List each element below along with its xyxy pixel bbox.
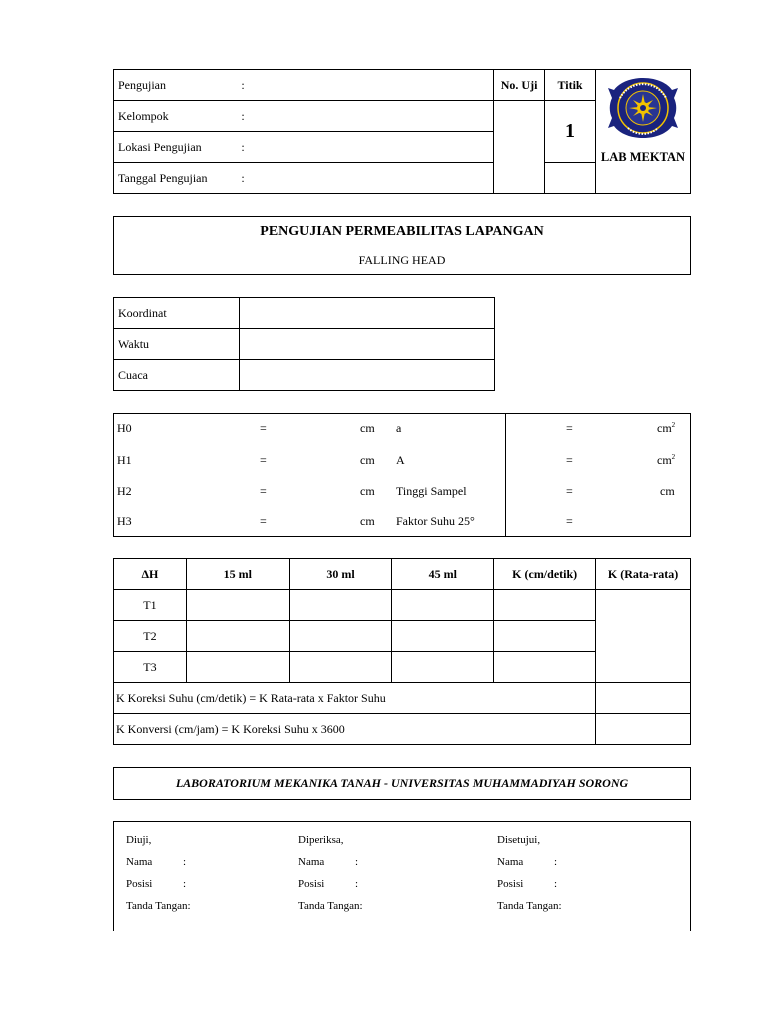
info-label-koordinat: Koordinat [114, 298, 240, 329]
param-h3-unit: cm [360, 514, 375, 528]
no-uji-label: No. Uji [494, 70, 545, 101]
col-header-15ml: 15 ml [186, 559, 289, 590]
signature-posisi-colon: : [183, 878, 187, 890]
header-label-lokasi: Lokasi Pengujian [114, 132, 238, 163]
info-label-cuaca: Cuaca [114, 360, 240, 391]
cell-k-average[interactable] [596, 590, 691, 683]
param-tinggi-unit: cm [660, 484, 675, 498]
signature-posisi-colon: : [355, 878, 359, 890]
param-area-eq: = [566, 453, 573, 467]
param-h2-unit: cm [360, 484, 375, 498]
param-area-unit-sup: 2 [671, 453, 676, 461]
cell-t1-15ml[interactable] [186, 590, 289, 621]
page-subtitle: FALLING HEAD [358, 253, 446, 267]
cell-konversi-value[interactable] [596, 714, 691, 745]
signature-posisi-label: Posisi [126, 878, 153, 890]
header-value-pengujian[interactable]: : [237, 70, 493, 101]
info-label-waktu: Waktu [114, 329, 240, 360]
signature-tanda-label: Tanda Tangan: [126, 900, 191, 912]
titik-blank-cell[interactable] [545, 163, 596, 194]
cell-t2-k[interactable] [494, 621, 596, 652]
col-header-30ml: 30 ml [289, 559, 392, 590]
param-h3-name: H3 [117, 514, 132, 528]
param-a-unit-wrap [657, 421, 675, 437]
signature-tanda-label: Tanda Tangan: [497, 900, 562, 912]
logo-cell [596, 70, 691, 194]
param-h0-name: H0 [117, 421, 132, 435]
param-h1-eq: = [260, 453, 267, 467]
no-uji-value[interactable] [494, 101, 545, 194]
titik-label: Titik [545, 70, 596, 101]
header-value-kelompok[interactable]: : [237, 101, 493, 132]
col-header-45ml: 45 ml [392, 559, 494, 590]
header-label-kelompok: Kelompok [114, 101, 238, 132]
row-label-t2: T2 [114, 621, 187, 652]
formula-konversi: K Konversi (cm/jam) = K Koreksi Suhu x 3600 [114, 714, 596, 745]
signature-title: Diperiksa, [298, 834, 344, 846]
signature-tanda-label: Tanda Tangan: [298, 900, 363, 912]
lab-footer: LABORATORIUM MEKANIKA TANAH - UNIVERSITAS MUHAMMADIYAH SORONG [113, 767, 691, 800]
cell-t3-30ml[interactable] [289, 652, 392, 683]
header-label-tanggal: Tanggal Pengujian [114, 163, 238, 194]
cell-t1-30ml[interactable] [289, 590, 392, 621]
info-value-koordinat[interactable] [240, 298, 495, 329]
param-h2-eq: = [260, 484, 267, 498]
header-table [113, 69, 691, 194]
info-value-cuaca[interactable] [240, 360, 495, 391]
cell-t1-45ml[interactable] [392, 590, 494, 621]
signature-box [113, 821, 691, 931]
cell-t3-45ml[interactable] [392, 652, 494, 683]
title-box [113, 216, 691, 275]
cell-koreksi-suhu-value[interactable] [596, 683, 691, 714]
signature-posisi-label: Posisi [298, 878, 325, 890]
university-seal-icon [606, 76, 680, 140]
signature-nama-label: Nama [126, 856, 153, 868]
header-label-pengujian: Pengujian [114, 70, 238, 101]
param-a-unit: cm [657, 421, 672, 435]
param-h3-eq: = [260, 514, 267, 528]
cell-t2-15ml[interactable] [186, 621, 289, 652]
param-h0-eq: = [260, 421, 267, 435]
formula-koreksi-suhu: K Koreksi Suhu (cm/detik) = K Rata-rata x Faktor Suhu [114, 683, 596, 714]
parameters-box [113, 413, 691, 537]
signature-title: Disetujui, [497, 834, 541, 846]
parameters-divider [505, 414, 506, 536]
header-value-tanggal[interactable]: : [237, 163, 493, 194]
param-tinggi-eq: = [566, 484, 573, 498]
signature-title: Diuji, [126, 834, 152, 846]
param-faktor-name: Faktor Suhu 25° [396, 514, 475, 528]
param-area-name: A [396, 453, 405, 467]
signature-posisi-label: Posisi [497, 878, 524, 890]
signature-nama-colon: : [554, 856, 558, 868]
cell-t3-k[interactable] [494, 652, 596, 683]
param-area-unit: cm [657, 453, 672, 467]
param-h1-name: H1 [117, 453, 132, 467]
signature-posisi-colon: : [554, 878, 558, 890]
param-h2-name: H2 [117, 484, 132, 498]
param-faktor-eq: = [566, 514, 573, 528]
col-header-k-avg: K (Rata-rata) [596, 559, 691, 590]
header-value-lokasi[interactable]: : [237, 132, 493, 163]
param-area-unit-wrap [657, 453, 675, 469]
lab-mektan-label: LAB MEKTAN [600, 150, 686, 164]
cell-t2-45ml[interactable] [392, 621, 494, 652]
param-a-name: a [396, 421, 402, 435]
info-value-waktu[interactable] [240, 329, 495, 360]
cell-t3-15ml[interactable] [186, 652, 289, 683]
signature-nama-colon: : [183, 856, 187, 868]
cell-t2-30ml[interactable] [289, 621, 392, 652]
titik-value: 1 [545, 101, 596, 163]
col-header-k: K (cm/detik) [494, 559, 596, 590]
signature-nama-label: Nama [298, 856, 325, 868]
cell-t1-k[interactable] [494, 590, 596, 621]
measurement-table [113, 558, 691, 745]
param-h1-unit: cm [360, 453, 375, 467]
row-label-t1: T1 [114, 590, 187, 621]
col-header-delta-h: ΔH [114, 559, 187, 590]
page-title: PENGUJIAN PERMEABILITAS LAPANGAN [260, 224, 544, 239]
signature-nama-label: Nama [497, 856, 524, 868]
param-a-unit-sup: 2 [671, 421, 676, 429]
param-h0-unit: cm [360, 421, 375, 435]
row-label-t3: T3 [114, 652, 187, 683]
info-table [113, 297, 495, 391]
signature-nama-colon: : [355, 856, 359, 868]
param-a-eq: = [566, 421, 573, 435]
param-tinggi-name: Tinggi Sampel [396, 484, 467, 498]
